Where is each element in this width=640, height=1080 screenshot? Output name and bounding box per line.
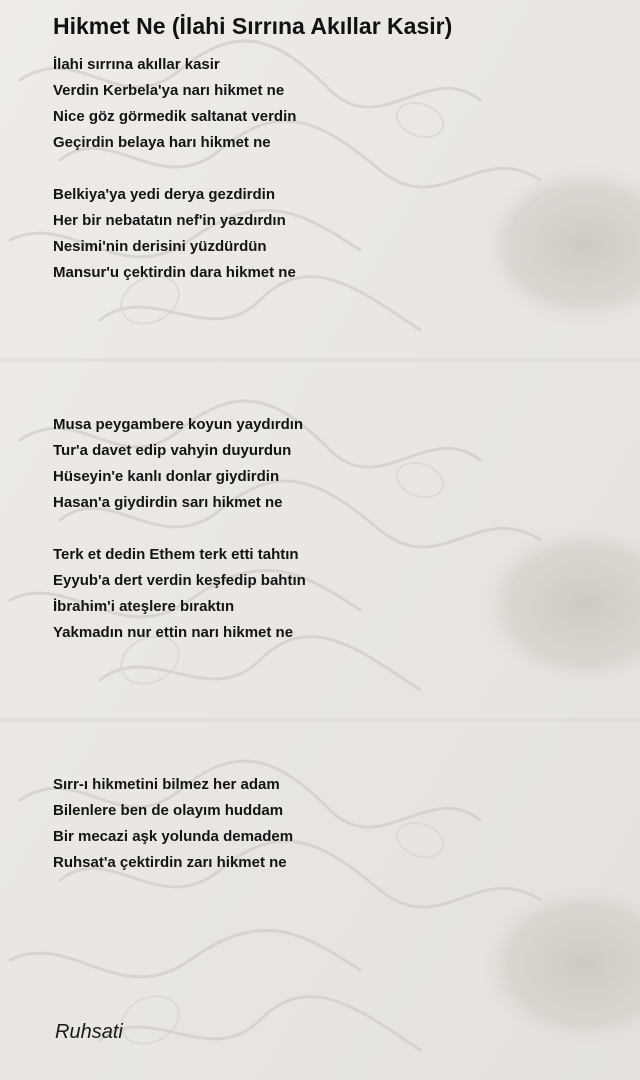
stanza-4 [53,542,306,646]
poem-line: Nesimi'nin derisini yüzdürdün [53,238,267,255]
poem-author: Ruhsati [55,1021,123,1043]
poem-line: Hüseyin'e kanlı donlar giydirdin [53,468,280,485]
poem-line: Eyyub'a dert verdin keşfedip bahtın [53,572,306,589]
poem-line: Nice göz görmedik saltanat verdin [53,108,297,125]
poem-line: Bir mecazi aşk yolunda demadem [53,828,294,845]
stanza-5 [53,772,293,876]
poem-line: Mansur'u çektirdin dara hikmet ne [53,264,296,281]
poem-line: Bilenlere ben de olayım huddam [53,802,284,819]
poem-line: Her bir nebatatın nef'in yazdırdın [53,212,286,229]
poem-line: Verdin Kerbela'ya narı hikmet ne [53,82,285,99]
poem-line: Musa peygambere koyun yaydırdın [53,416,304,433]
poem-line: Sırr-ı hikmetini bilmez her adam [53,776,280,793]
poem-line: Belkiya'ya yedi derya gezdirdin [53,186,275,203]
poem-line: Ruhsat'a çektirdin zarı hikmet ne [53,854,287,871]
stanza-3 [53,412,303,516]
poem-line: Hasan'a giydirdin sarı hikmet ne [53,494,283,511]
stanza-2 [53,182,296,286]
poem-line: İbrahim'i ateşlere bıraktın [53,598,235,615]
stanza-1 [53,52,296,156]
poem-line: Terk et dedin Ethem terk etti tahtın [53,546,299,563]
poem-line: Tur'a davet edip vahyin duyurdun [53,442,292,459]
poem-title: Hikmet Ne (İlahi Sırrına Akıllar Kasir) [53,13,453,39]
poem-line: Yakmadın nur ettin narı hikmet ne [53,624,294,641]
poem-line: Geçirdin belaya harı hikmet ne [53,134,271,151]
poem-line: İlahi sırrına akıllar kasir [53,56,220,73]
